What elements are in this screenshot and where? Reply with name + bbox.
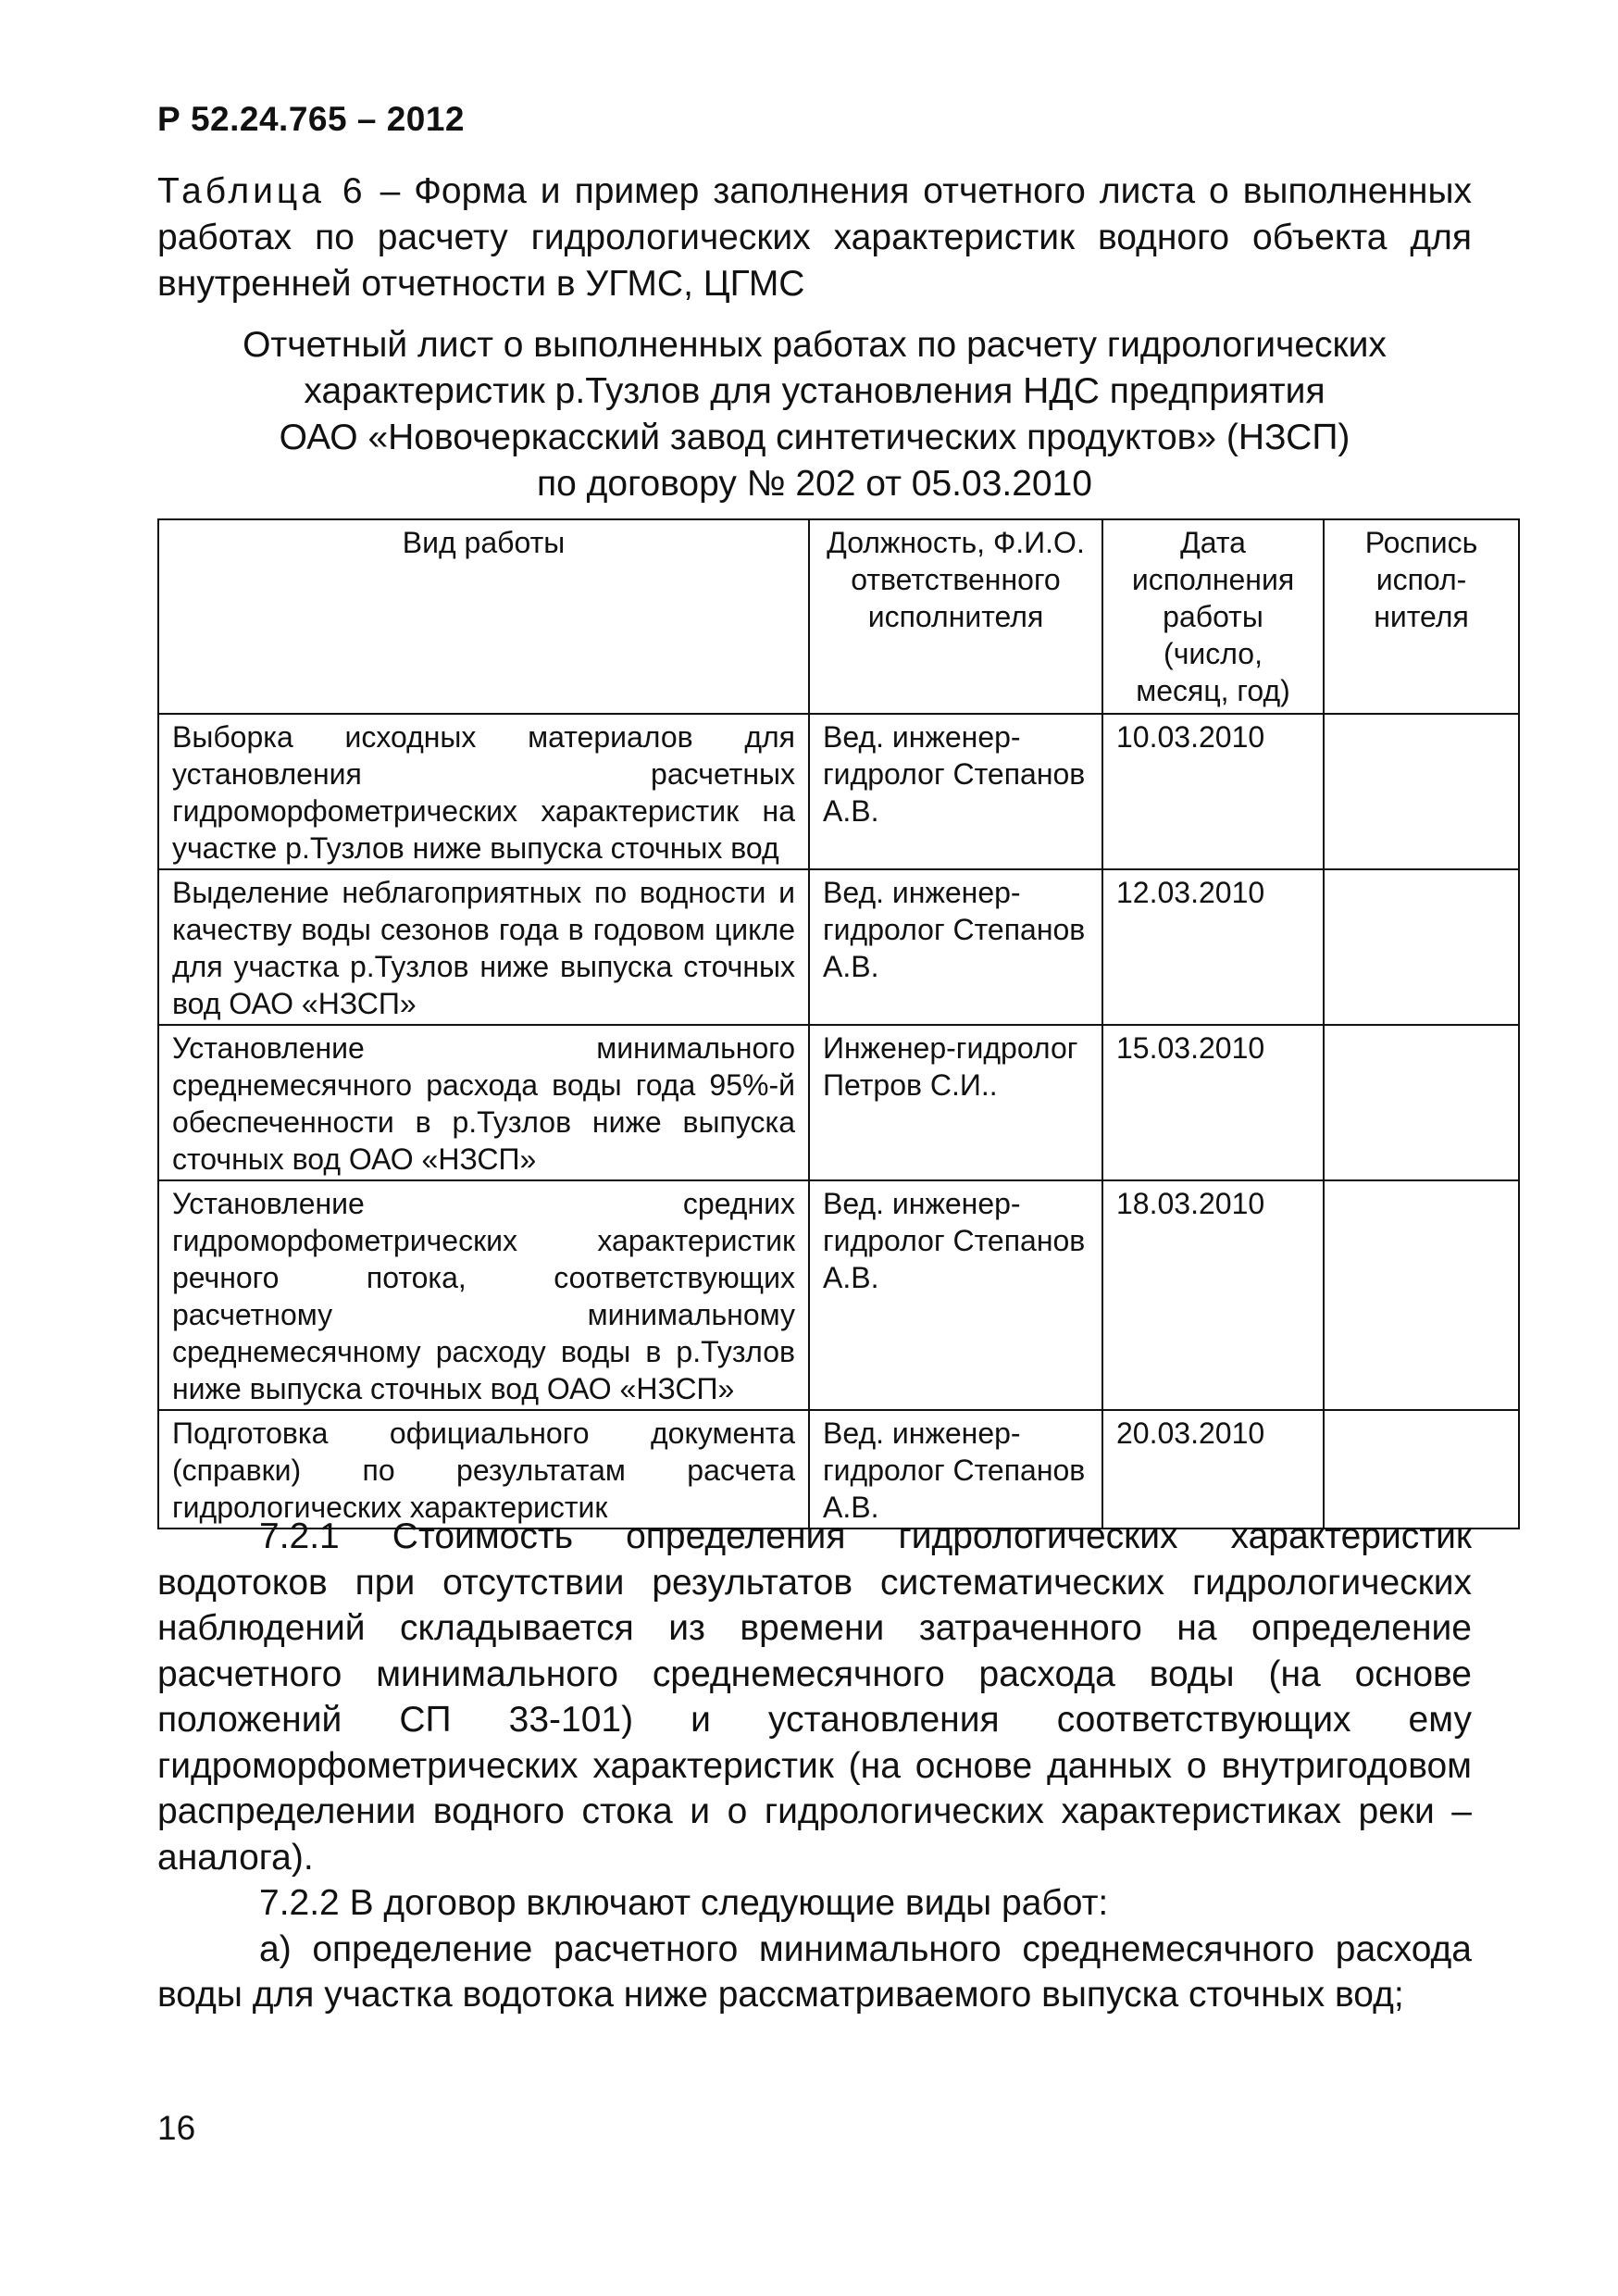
table-row [158, 869, 1519, 1025]
report-sheet-title-line: Отчетный лист о выполненных работах по расчету гидрологических [243, 325, 1387, 365]
table-caption-text: – Форма и пример заполнения отчетного листа о выполненных работах по расчету гидрологических характеристик водного объекта для внутренней отчетности в УГМС, ЦГМС [157, 171, 1472, 304]
paragraph-7-2-1: 7.2.1 Стоимость определения гидрологических характеристик водотоков при отсутствии результатов систематических гидрологических наблюдений складывается из времени затраченного на определение расчетного минимального среднемесячного расхода воды (на основе положений СП 33-101) и установления соответствующих ему гидроморфометрических характеристик (на основе данных о внутригодовом распределении водного стока и о гидрологических характеристиках реки – аналога). [157, 1516, 1472, 1878]
cell-signature [1324, 1410, 1519, 1529]
column-header-responsible: Должность, Ф.И.О. ответственного исполнителя [809, 519, 1102, 714]
table-row [158, 714, 1519, 869]
cell-date: 10.03.2010 [1102, 714, 1324, 869]
cell-responsible: Вед. инженер-гидролог Степанов А.В. [809, 714, 1102, 869]
body-text [157, 1514, 1472, 2018]
paragraph-7-2-2: 7.2.2 В договор включают следующие виды работ: [259, 1883, 1109, 1923]
column-header-work: Вид работы [158, 519, 809, 714]
cell-date: 20.03.2010 [1102, 1410, 1324, 1529]
cell-signature [1324, 1180, 1519, 1410]
report-sheet-title-line: по договору № 202 от 05.03.2010 [536, 464, 1092, 504]
report-sheet-title-line: ОАО «Новочеркасский завод синтетических продуктов» (НЗСП) [279, 418, 1350, 457]
page-number: 16 [157, 2109, 196, 2147]
cell-date: 15.03.2010 [1102, 1025, 1324, 1180]
table-row [158, 1180, 1519, 1410]
cell-date: 18.03.2010 [1102, 1180, 1324, 1410]
table-row [158, 1025, 1519, 1180]
cell-signature [1324, 714, 1519, 869]
cell-work: Подготовка официального документа (справки) по результатам расчета гидрологических характеристик [158, 1410, 809, 1529]
cell-date: 12.03.2010 [1102, 869, 1324, 1025]
cell-responsible: Инженер-гидролог Петров С.И.. [809, 1025, 1102, 1180]
cell-work: Выборка исходных материалов для установления расчетных гидроморфометрических характеристик на участке р.Тузлов ниже выпуска сточных вод [158, 714, 809, 869]
cell-responsible: Вед. инженер-гидролог Степанов А.В. [809, 1180, 1102, 1410]
table-row [158, 1410, 1519, 1529]
cell-signature [1324, 869, 1519, 1025]
list-item-a: а) определение расчетного минимального среднемесячного расхода воды для участка водотока ниже рассматриваемого выпуска сточных вод; [157, 1928, 1472, 2015]
cell-work: Установление минимального среднемесячного расхода воды года 95%-й обеспеченности в р.Тузлов ниже выпуска сточных вод ОАО «НЗСП» [158, 1025, 809, 1180]
table-header-row [158, 519, 1519, 714]
table-caption [157, 168, 1472, 307]
table-caption-label: Таблица 6 [157, 171, 367, 211]
column-header-signature: Роспись испол-нителя [1324, 519, 1519, 714]
cell-work: Установление средних гидроморфометрических характеристик речного потока, соответствующих расчетному минимальному среднемесячному расходу воды в р.Тузлов ниже выпуска сточных вод ОАО «НЗСП» [158, 1180, 809, 1410]
report-table [157, 518, 1520, 1529]
cell-responsible: Вед. инженер-гидролог Степанов А.В. [809, 1410, 1102, 1529]
cell-signature [1324, 1025, 1519, 1180]
report-sheet-title-line: характеристик р.Тузлов для установления НДС предприятия [304, 371, 1326, 411]
cell-work: Выделение неблагоприятных по водности и качеству воды сезонов года в годовом цикле для участка р.Тузлов ниже выпуска сточных вод ОАО «НЗСП» [158, 869, 809, 1025]
document-code: Р 52.24.765 – 2012 [157, 100, 466, 138]
column-header-date: Дата исполнения работы (число, месяц, год) [1102, 519, 1324, 714]
report-sheet-title [157, 322, 1472, 507]
cell-responsible: Вед. инженер-гидролог Степанов А.В. [809, 869, 1102, 1025]
